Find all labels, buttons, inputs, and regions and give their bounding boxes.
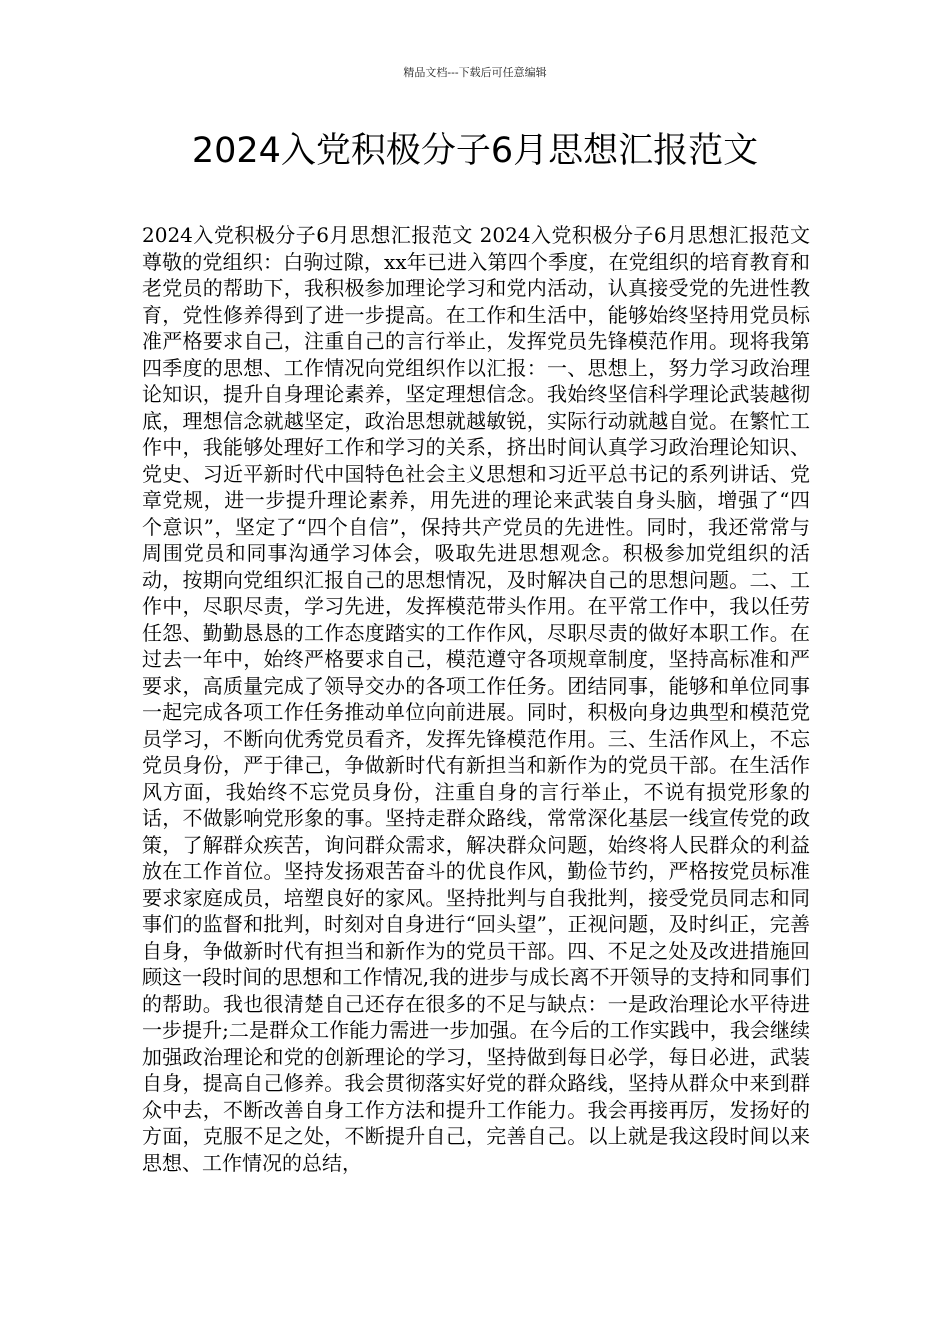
document-body: 2024入党积极分子6月思想汇报范文 2024入党积极分子6月思想汇报范文尊敬的党组织：白驹过隙，xx年已进入第四个季度，在党组织的培育教育和老党员的帮助下，我积极参加理论学习和党内活动，认真接受党的先进性教育，党性修养得到了进一步提高。在工作和生活中，能够始终坚持用党员标准严格要求自己，注重自己的言行举止，发挥党员先锋模范作用。现将我第四季度的思想、工作情况向党组织作以汇报：一、思想上，努力学习政治理论知识，提升自身理论素养，坚定理想信念。我始终坚信科学理论武装越彻底，理想信念就越坚定，政治思想就越敏锐，实际行动就越自觉。在繁忙工作中，我能够处理好工作和学习的关系，挤出时间认真学习政治理论知识、党史、习近平新时代中国特色社会主义思想和习近平总书记的系列讲话、党章党规，进一步提升理论素养，用先进的理论来武装自身头脑，增强了“四个意识”，坚定了“四个自信”，保持共产党员的先进性。同时，我还常常与周围党员和同事沟通学习体会，吸取先进思想观念。积极参加党组织的活动，按期向党组织汇报自己的思想情况，及时解决自己的思想问题。二、工作中，尽职尽责，学习先进，发挥模范带头作用。在平常工作中，我以任劳任怨、勤勤恳恳的工作态度踏实的工作作风，尽职尽责的做好本职工作。在过去一年中，始终严格要求自己，模范遵守各项规章制度，坚持高标准和严要求，高质量完成了领导交办的各项工作任务。团结同事，能够和单位同事一起完成各项工作任务推动单位向前进展。同时，积极向身边典型和模范党员学习，不断向优秀党员看齐，发挥先锋模范作用。三、生活作风上，不忘党员身份，严于律己，争做新时代有新担当和新作为的党员干部。在生活作风方面，我始终不忘党员身份，注重自身的言行举止，不说有损党形象的话，不做影响党形象的事。坚持走群众路线，常常深化基层一线宣传党的政策，了解群众疾苦，询问群众需求，解决群众问题，始终将人民群众的利益放在工作首位。坚持发扬艰苦奋斗的优良作风，勤俭节约，严格按党员标准要求家庭成员，培塑良好的家风。坚持批判与自我批判，接受党员同志和同事们的监督和批判，时刻对自身进行“回头望”，正视问题，及时纠正，完善自身，争做新时代有担当和新作为的党员干部。四、不足之处及改进措施回顾这一段时间的思想和工作情况,我的进步与成长离不开领导的支持和同事们的帮助。我也很清楚自己还存在很多的不足与缺点：一是政治理论水平待进一步提升;二是群众工作能力需进一步加强。在今后的工作实践中，我会继续加强政治理论和党的创新理论的学习，坚持做到每日必学，每日必进，武装自身，提高自己修养。我会贯彻落实好党的群众路线，坚持从群众中来到群众中去，不断改善自身工作方法和提升工作能力。我会再接再厉，发扬好的方面，克服不足之处，不断提升自己，完善自己。以上就是我这段时间以来思想、工作情况的总结， [142,223,810,1175]
header-note: 精品文档---下载后可任意编辑 [403,66,547,79]
document-title: 2024入党积极分子6月思想汇报范文 [191,131,759,171]
